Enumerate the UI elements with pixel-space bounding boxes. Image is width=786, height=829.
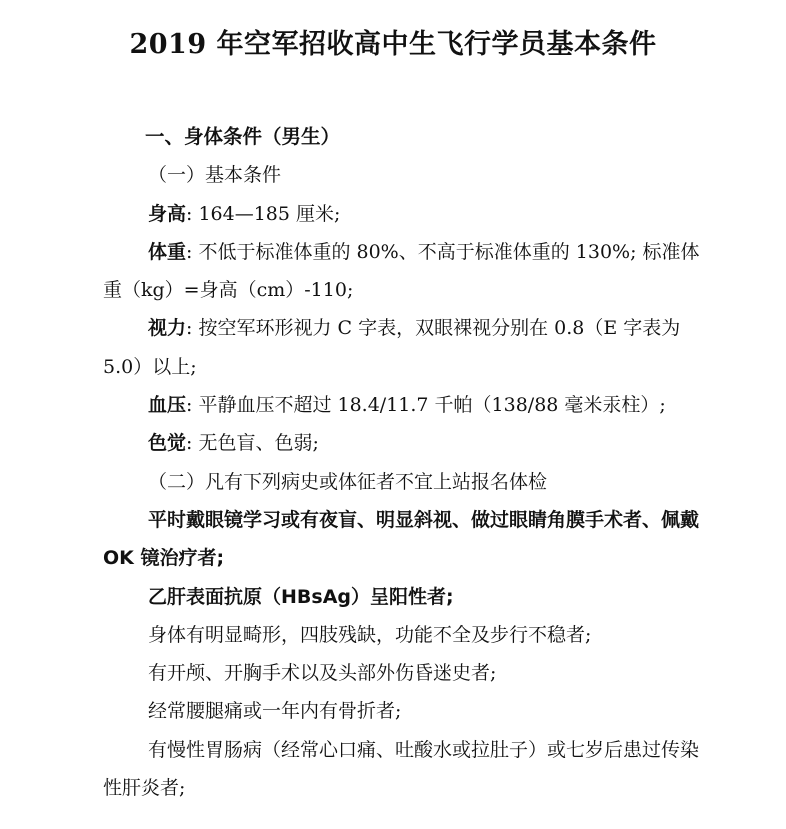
list-item: 经常腰腿痛或一年内有骨折者; [148, 700, 402, 723]
section-heading-physical: 一、身体条件（男生） [145, 125, 341, 148]
blood-pressure-label: 血压 [148, 394, 187, 417]
height-requirement [103, 195, 703, 233]
height-label: 身高 [148, 202, 187, 225]
color-vision-requirement [103, 424, 703, 462]
list-item: 有慢性胃肠病（经常心口痛、吐酸水或拉肚子）或七岁后患过传染性肝炎者; [103, 738, 700, 800]
vision-text: : 按空军环形视力 C 字表，双眼裸视分别在 0.8（E 字表为 5.0）以上; [103, 317, 681, 378]
list-item: 有开颅、开胸手术以及头部外伤昏迷史者; [148, 662, 497, 685]
list-item: 身体有明显畸形，四肢残缺，功能不全及步行不稳者; [148, 623, 592, 646]
weight-requirement [103, 233, 703, 310]
document-title: 2019 年空军招收高中生飞行学员基本条件 [129, 29, 657, 60]
subsection-heading-disqualifications: （二）凡有下列病史或体征者不宜上站报名体检 [148, 470, 548, 493]
weight-text: : 不低于标准体重的 80%、不高于标准体重的 130%; 标准体重（kg）=身高（cm）-110; [103, 240, 700, 302]
blood-pressure-text: : 平静血压不超过 18.4/11.7 千帕（138/88 毫米汞柱）; [186, 394, 666, 417]
vision-requirement [103, 309, 703, 386]
color-vision-label: 色觉 [148, 432, 187, 455]
list-item: 乙肝表面抗原（HBsAg）呈阳性者; [148, 585, 454, 608]
list-item: 平时戴眼镜学习或有夜盲、明显斜视、做过眼睛角膜手术者、佩戴 OK 镜治疗者; [103, 508, 700, 570]
vision-label: 视力 [148, 317, 187, 340]
weight-label: 体重 [148, 240, 187, 263]
subsection-heading-basic: （一）基本条件 [148, 164, 282, 187]
height-text: : 164—185 厘米; [186, 202, 341, 225]
document-body [103, 118, 703, 807]
color-vision-text: : 无色盲、色弱; [186, 432, 319, 455]
blood-pressure-requirement [103, 386, 703, 424]
